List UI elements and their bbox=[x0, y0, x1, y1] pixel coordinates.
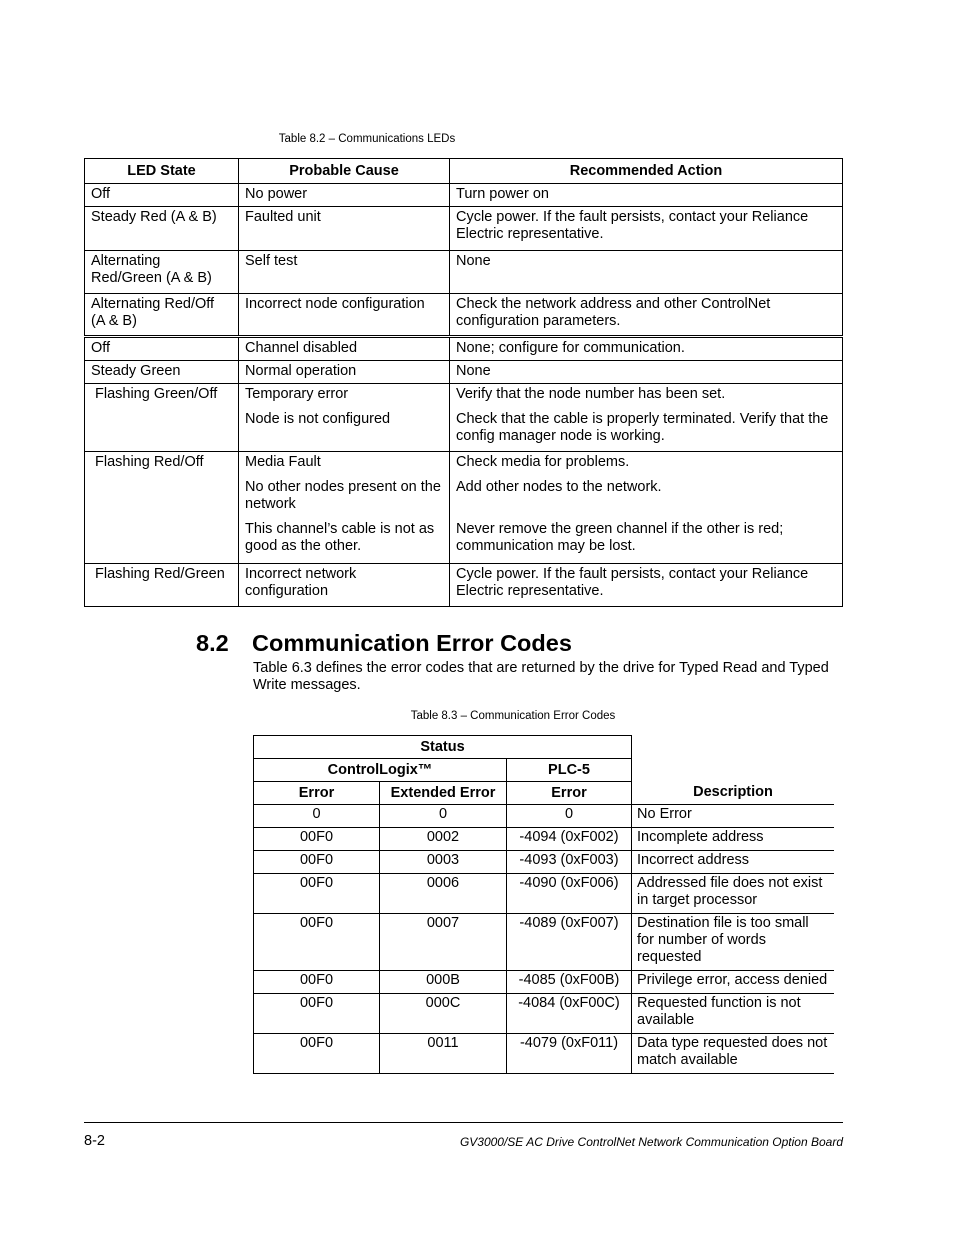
table-row bbox=[254, 851, 835, 874]
led-table-header-row bbox=[85, 159, 843, 184]
recommended-action: None bbox=[450, 251, 843, 294]
error-description: Data type requested does not match available bbox=[632, 1034, 835, 1074]
table-row bbox=[254, 994, 835, 1034]
plc-error-code: -4084 (0xF00C) bbox=[507, 994, 632, 1034]
action-line: Add other nodes to the network. bbox=[456, 479, 662, 495]
extended-error-code: 000C bbox=[380, 994, 507, 1034]
table-row bbox=[85, 184, 843, 207]
error-code: 00F0 bbox=[254, 874, 380, 914]
led-table bbox=[84, 158, 843, 607]
table-row bbox=[254, 874, 835, 914]
probable-cause: Incorrect node configuration bbox=[239, 294, 450, 337]
probable-cause bbox=[239, 384, 450, 452]
table-row bbox=[85, 251, 843, 294]
table-row bbox=[254, 1034, 835, 1074]
extended-error-code: 0003 bbox=[380, 851, 507, 874]
led-state: Steady Red (A & B) bbox=[85, 207, 239, 251]
table-row bbox=[85, 294, 843, 337]
extended-error-code: 0011 bbox=[380, 1034, 507, 1074]
error-description: Incomplete address bbox=[632, 828, 835, 851]
error-code: 00F0 bbox=[254, 851, 380, 874]
extended-error-code: 0006 bbox=[380, 874, 507, 914]
error-description: Privilege error, access denied bbox=[632, 971, 835, 994]
table-row bbox=[85, 361, 843, 384]
cause-line: No other nodes present on the network bbox=[245, 479, 441, 512]
probable-cause: Self test bbox=[239, 251, 450, 294]
recommended-action bbox=[450, 452, 843, 564]
table-row bbox=[85, 564, 843, 607]
error-code: 0 bbox=[254, 805, 380, 828]
header-extended-error: Extended Error bbox=[380, 782, 507, 805]
led-state: Steady Green bbox=[85, 361, 239, 384]
header-led-state: LED State bbox=[85, 159, 239, 184]
plc-error-code: -4079 (0xF011) bbox=[507, 1034, 632, 1074]
led-state: Off bbox=[85, 337, 239, 361]
plc-error-code: -4094 (0xF002) bbox=[507, 828, 632, 851]
led-state: Alternating Red/Green (A & B) bbox=[85, 251, 239, 294]
table-row bbox=[85, 384, 843, 452]
plc-error-code: -4090 (0xF006) bbox=[507, 874, 632, 914]
error-table-caption: Table 8.3 – Communication Error Codes bbox=[410, 710, 616, 722]
recommended-action: None; configure for communication. bbox=[450, 337, 843, 361]
recommended-action bbox=[450, 384, 843, 452]
error-codes-table bbox=[253, 735, 834, 1074]
footer-document-title: GV3000/SE AC Drive ControlNet Network Communication Option Board bbox=[459, 1135, 843, 1149]
error-description: Incorrect address bbox=[632, 851, 835, 874]
header-controllogix: ControlLogix™ bbox=[254, 759, 507, 782]
cause-line: This channel’s cable is not as good as the other. bbox=[245, 521, 435, 554]
error-description: Destination file is too small for number of words requested bbox=[632, 914, 835, 971]
table-row bbox=[85, 337, 843, 361]
cause-line: Node is not configured bbox=[245, 411, 391, 427]
plc-error-code: -4093 (0xF003) bbox=[507, 851, 632, 874]
plc-error-code: -4085 (0xF00B) bbox=[507, 971, 632, 994]
header-error: Error bbox=[254, 782, 380, 805]
header-row bbox=[254, 736, 835, 759]
probable-cause: Channel disabled bbox=[239, 337, 450, 361]
extended-error-code: 0007 bbox=[380, 914, 507, 971]
recommended-action: Cycle power. If the fault persists, contact your Reliance Electric representative. bbox=[450, 207, 843, 251]
action-line: Check media for problems. bbox=[456, 454, 630, 470]
section-heading bbox=[196, 630, 572, 657]
recommended-action: Turn power on bbox=[450, 184, 843, 207]
probable-cause: Incorrect network configuration bbox=[239, 564, 450, 607]
extended-error-code: 000B bbox=[380, 971, 507, 994]
section-title: Communication Error Codes bbox=[252, 630, 572, 656]
table-row bbox=[254, 971, 835, 994]
probable-cause bbox=[239, 452, 450, 564]
header-plc5: PLC-5 bbox=[507, 759, 632, 782]
page-number: 8-2 bbox=[84, 1133, 105, 1149]
table-row bbox=[254, 914, 835, 971]
cause-line: Media Fault bbox=[245, 454, 321, 470]
action-line: Check that the cable is properly terminated. Verify that the config manager node is working. bbox=[456, 411, 829, 444]
header-description: Description bbox=[632, 736, 835, 805]
section-number: 8.2 bbox=[196, 630, 229, 656]
table-row bbox=[254, 828, 835, 851]
led-state: Flashing Green/Off bbox=[85, 384, 239, 452]
header-recommended-action: Recommended Action bbox=[450, 159, 843, 184]
section-body: Table 6.3 defines the error codes that are returned by the drive for Typed Read and Typed Write messages. bbox=[253, 660, 829, 693]
recommended-action: Cycle power. If the fault persists, contact your Reliance Electric representative. bbox=[450, 564, 843, 607]
probable-cause: Normal operation bbox=[239, 361, 450, 384]
error-code: 00F0 bbox=[254, 994, 380, 1034]
led-state: Off bbox=[85, 184, 239, 207]
table-row bbox=[85, 207, 843, 251]
led-table-caption: Table 8.2 – Communications LEDs bbox=[278, 133, 456, 145]
plc-error-code: 0 bbox=[507, 805, 632, 828]
error-code: 00F0 bbox=[254, 914, 380, 971]
footer-divider bbox=[84, 1122, 843, 1123]
error-description: Requested function is not available bbox=[632, 994, 835, 1034]
header-probable-cause: Probable Cause bbox=[239, 159, 450, 184]
led-state: Flashing Red/Green bbox=[85, 564, 239, 607]
led-state: Flashing Red/Off bbox=[85, 452, 239, 564]
extended-error-code: 0 bbox=[380, 805, 507, 828]
error-description: No Error bbox=[632, 805, 835, 828]
header-plc-error: Error bbox=[507, 782, 632, 805]
action-line: Verify that the node number has been set. bbox=[456, 386, 726, 402]
cause-line: Temporary error bbox=[245, 386, 349, 402]
led-state: Alternating Red/Off (A & B) bbox=[85, 294, 239, 337]
error-code: 00F0 bbox=[254, 971, 380, 994]
plc-error-code: -4089 (0xF007) bbox=[507, 914, 632, 971]
probable-cause: No power bbox=[239, 184, 450, 207]
recommended-action: None bbox=[450, 361, 843, 384]
recommended-action: Check the network address and other ControlNet configuration parameters. bbox=[450, 294, 843, 337]
error-code: 00F0 bbox=[254, 828, 380, 851]
table-row bbox=[254, 805, 835, 828]
error-code: 00F0 bbox=[254, 1034, 380, 1074]
extended-error-code: 0002 bbox=[380, 828, 507, 851]
action-line: Never remove the green channel if the other is red; communication may be lost. bbox=[456, 521, 784, 554]
error-description: Addressed file does not exist in target processor bbox=[632, 874, 835, 914]
header-status: Status bbox=[254, 736, 632, 759]
probable-cause: Faulted unit bbox=[239, 207, 450, 251]
table-row bbox=[85, 452, 843, 564]
